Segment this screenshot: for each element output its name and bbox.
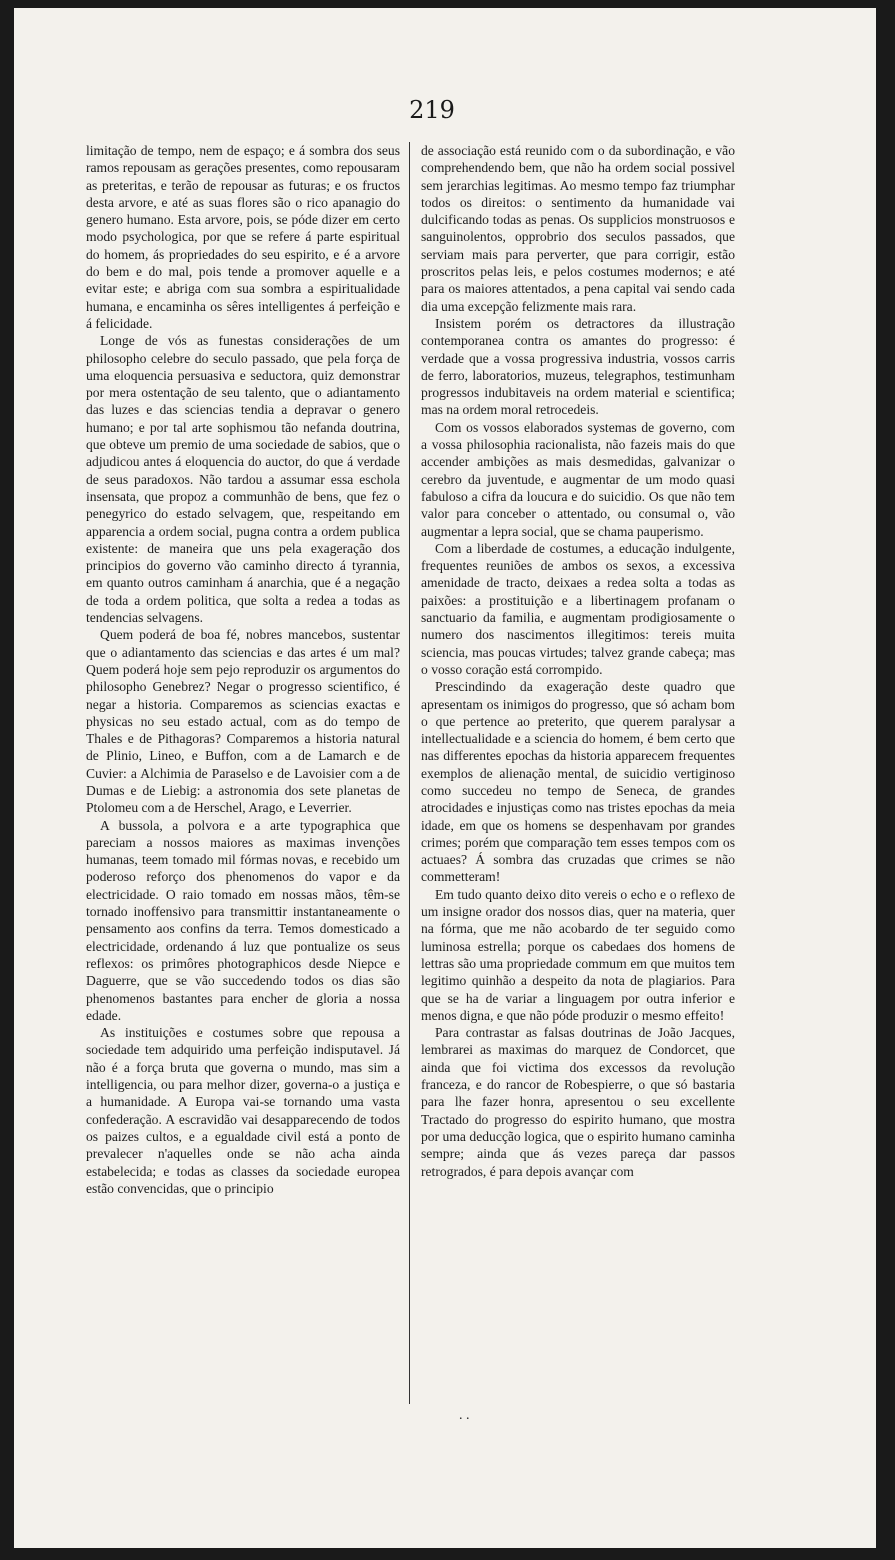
page-number: 219 <box>409 96 455 124</box>
paragraph: Com a liberdade de costumes, a educação indulgente, frequentes reuniões de ambos os sexos, a excessiva amenidade de tracto, deixaes a redea solta a todas as paixões: a prostituição e a libertinagem profanam o sanctuario da familia, e augmentam prodigiosamente o numero dos nascimentos illegitimos: tereis muita sciencia, mas poucas virtudes; talvez grande cabeça; mas o vosso coração está corrompido. <box>421 540 735 677</box>
right-column <box>421 142 735 1180</box>
paragraph: Insistem porém os detractores da illustração contemporanea contra os amantes do progresso: é verdade que a vossa progressiva industria, vossos carris de ferro, laboratorios, muzeus, telegraphos, testimunham progressos indubitaveis na ordem material e scientifica; mas na ordem moral retrocedeis. <box>421 315 735 418</box>
footer-mark: . . <box>459 1408 470 1423</box>
paragraph: Longe de vós as funestas considerações de um philosopho celebre do seculo passado, que pela força de uma eloquencia persuasiva e seductora, quiz demonstrar por mera ostentação de seu talento, que o adiantamento das luzes e das sciencias tendia a depravar o genero humano; e por tal arte sophismou tão nefanda doutrina, que obteve um premio de uma sociedade de sabios, que o adjudicou antes á eloquencia do auctor, do que á verdade de seus paradoxos. Não tardou a assumar essa eschola insensata, que propoz a communhão de bens, que fez o penegyrico do estado selvagem, que, respeitando em apparencia a ordem social, pugna contra a ordem publica existente: de maneira que uns pela exageração dos principios do governo vão caminho directo á tyrannia, em quanto outros caminham á anarchia, que é a negação de toda a ordem politica, que solta a redea a todas as tendencias selvagens. <box>86 333 400 626</box>
paragraph: As instituições e costumes sobre que repousa a sociedade tem adquirido uma perfeição indisputavel. Já não é a força bruta que governa o mundo, mas sim a intelligencia, ou para melhor dizer, governa-o a justiça e a humanidade. A Europa vai-se tornando uma vasta confederação. A escravidão vai desapparecendo de todos os paizes cultos, e a egualdade civil está a ponto de prevalecer n'aquelles onde se não acha ainda estabelecida; e todas as classes da sociedade europea estão convencidas, que o principio <box>86 1025 400 1196</box>
paragraph: A bussola, a polvora e a arte typographica que pareciam a nossos maiores as maximas invenções humanas, teem tomado mil fórmas novas, e recebido um poderoso reforço dos phenomenos do vapor e da electricidade. O raio tomado em nossas mãos, têm-se tornado inoffensivo para transmittir instantaneamente o pensamento aos confins da terra. Temos domesticado a electricidade, ordenando á luz que pontualize os seus reflexos: os primôres photographicos desde Niepce e Daguerre, que se vão succedendo todos os dias são phenomenos bastantes para encher de gloria a nossa edade. <box>86 817 400 1023</box>
paragraph: Para contrastar as falsas doutrinas de João Jacques, lembrarei as maximas do marquez de Condorcet, que ainda que foi victima dos excessos da revolução franceza, e do rancor de Robespierre, o que só bastaria para lhe fazer honra, apresentou o seu excellente Tractado do progresso do espirito humano, que mostra por uma deducção logica, que o espirito humano caminha sempre; ainda que ás vezes pareça dar passos retrogrados, é para depois avançar com <box>421 1025 735 1179</box>
document-page <box>14 8 876 1548</box>
paragraph: Quem poderá de boa fé, nobres mancebos, sustentar que o adiantamento das sciencias e das artes é um mal? Quem poderá hoje sem pejo reproduzir os argumentos do philosopho Genebrez? Negar o progresso scientifico, é negar a historia. Comparemos as sciencias exactas e physicas no seu estado actual, com as do tempo de Thales e de Pithagoras? Comparemos a historia natural de Plinio, Lineo, e Buffon, com a de Lamarch e de Cuvier: a Alchimia de Paraselso e de Lavoisier com a de Dumas e de Liebig: a astronomia dos sete planetas de Ptolomeu com a de Herschel, Arago, e Leverrier. <box>86 627 400 816</box>
paragraph: Em tudo quanto deixo dito vereis o echo e o reflexo de um insigne orador dos nossos dias, quer na materia, quer na fórma, que me não acobardo de ter seguido como luminosa estrella; porque os cabedaes dos homens de lettras são uma propriedade commum em que muitos tem legitimo quinhão a despeito da nota de plagiarios. Para que se ha de variar a linguagem por outra inferior e menos digna, e que não póde produzir o mesmo effeito! <box>421 886 735 1023</box>
paragraph: Com os vossos elaborados systemas de governo, com a vossa philosophia racionalista, não fazeis mais do que accender ambições as mais desmedidas, galvanizar o cerebro da juventude, e augmentar de um modo quasi fabuloso a cifra da loucura e do suicidio. Os que não tem valor para conceber o attentado, ou consumal o, vão augmentar a lepra social, que se chama pauperismo. <box>421 419 735 539</box>
paragraph: Prescindindo da exageração deste quadro que apresentam os inimigos do progresso, que só acham bom o que pertence ao preterito, que querem paralysar a intellectualidade e a sciencia do homem, é bem certo que nas differentes epochas da historia apparecem frequentes exemplos de alienação mental, de suicidio vertiginoso como succedeu no tempo de Seneca, de grandes atrocidades e injustiças como nas tristes epochas da meia idade, em que os homens se despenhavam por grandes crimes; porém que comparação tem esses tempos com os actuaes? Á sombra das cruzadas que crimes se não commetteram! <box>421 679 735 885</box>
left-column <box>86 142 400 1197</box>
column-divider <box>409 142 410 1404</box>
paragraph: limitação de tempo, nem de espaço; e á sombra dos seus ramos repousam as gerações presentes, como repousaram as preteritas, e terão de repousar as futuras; e os fructos desta arvore, e até as suas flores são o rico apanagio do genero humano. Esta arvore, pois, se póde dizer em certo modo psychologica, por que se refere á parte espiritual do homem, ás propriedades do seu espirito, e é a arvore do bem e do mal, pois tende a promover aquelle e a evitar este; e abriga com sua sombra a espiritualidade humana, e encaminha os sêres intelligentes á perfeição e á felicidade. <box>86 143 400 331</box>
paragraph: de associação está reunido com o da subordinação, e vão comprehendendo bem, que não ha ordem social possivel sem jerarchias legitimas. Ao mesmo tempo faz triumphar todos os direitos: o sentimento da humanidade vai dulcificando todas as penas. Os supplicios monstruosos e sanguinolentos, opprobrio dos seculos passados, que serviam mais para perverter, que para corrigir, estão proscritos pelas leis, e pelos costumes modernos; e até para os maiores attentados, a pena capital vai sendo cada dia uma excepção felizmente mais rara. <box>421 143 735 314</box>
